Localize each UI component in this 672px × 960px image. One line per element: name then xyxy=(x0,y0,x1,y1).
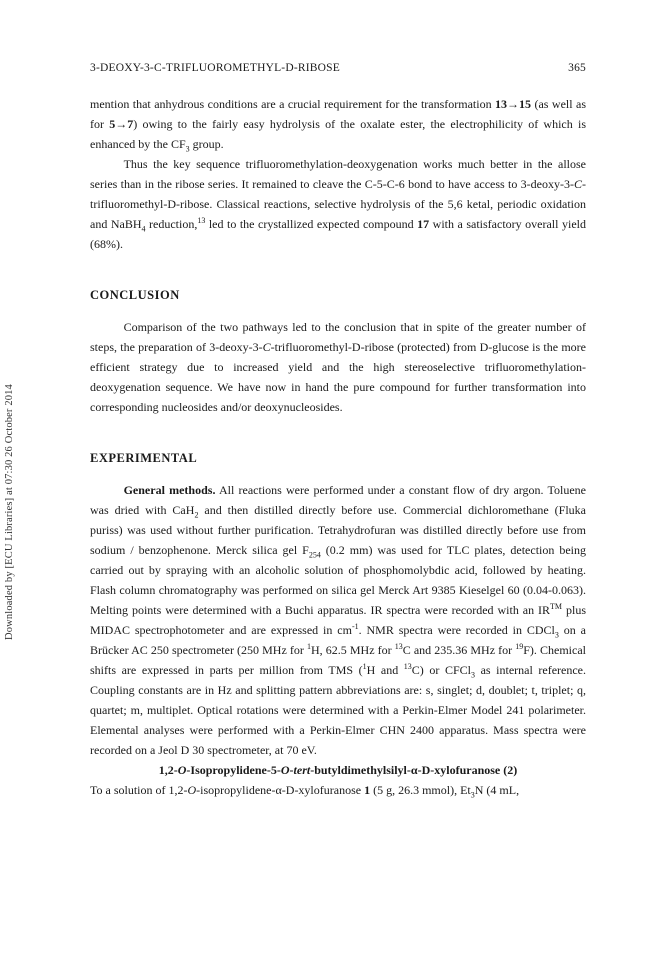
text-run: on a Brücker AC 250 spectrometer (250 MHz for xyxy=(90,623,587,657)
compound-ref: 5→7 xyxy=(109,117,134,131)
subscript: 3 xyxy=(470,790,475,800)
text-run: Thus the key sequence trifluoromethylation-deoxygenation works much better in the allose series than in the ribose series. It remained to cleave the C-5-C-6 bond to have access to 3-deoxy-3- xyxy=(90,157,586,191)
superscript: 13 xyxy=(394,642,403,651)
running-head-title: 3-DEOXY-3-C-TRIFLUOROMETHYL-D-RIBOSE xyxy=(90,62,340,74)
superscript: 13 xyxy=(403,662,412,671)
compound-ref: 1 xyxy=(364,783,371,797)
subscript: 3 xyxy=(185,144,190,154)
text-run: (0.2 mm) was used for TLC plates, detection being carried out by spraying with an alcoholic solution of phosphomolybdic acid, followed by heating. Flash column chromatography was performed on silica gel Merck Art 9385 Kieselgel 60 (0.04-0.063). Melting points were determined with a Buchi apparatus. IR spectra were recorded with an IR xyxy=(90,543,587,617)
subscript: 3 xyxy=(470,670,475,680)
compound-2-title xyxy=(90,760,586,780)
download-watermark xyxy=(4,320,24,640)
running-head xyxy=(90,62,586,74)
text-run: N (4 mL, xyxy=(474,783,520,797)
text-run: All reactions were performed under a constant flow of dry argon. Toluene was dried with CaH xyxy=(90,483,586,517)
text-run: -Isopropylidene-5- xyxy=(186,763,281,777)
superscript: TM xyxy=(550,602,563,611)
italic-run: C xyxy=(262,340,271,354)
italic-run: O xyxy=(177,763,187,777)
text-run: -isopropylidene-α- xyxy=(196,783,286,797)
compound-ref: 17 xyxy=(417,217,430,231)
text-run: (as well as for xyxy=(90,97,586,131)
text-run: C) or CFCl xyxy=(411,663,471,677)
text-run: reduction, xyxy=(145,217,198,231)
text-run: 1,2- xyxy=(158,763,178,777)
superscript: 1 xyxy=(307,642,311,651)
text-run: - xyxy=(289,763,294,777)
text-run: -ribose. Classical reactions, selective hydrolysis of the 5,6 ketal, periodic oxidation and NaBH xyxy=(90,197,586,231)
text-run: -xylofuranose (2) xyxy=(430,763,518,777)
text-run: mention that anhydrous conditions are a crucial requirement for the transformation xyxy=(90,97,496,111)
download-watermark-text: Downloaded by [ECU Libraries] at 07:30 26 October 2014 xyxy=(4,384,15,640)
text-run: -glucose is the more efficient strategy due to increased yield and the high stereoselective trifluoromethylation-deoxygenation sequence. We have now in hand the pure compound for further transformation into corresponding nucleosides and/or deoxynucleosides. xyxy=(90,340,586,414)
text-run: H, 62.5 MHz for xyxy=(311,643,395,657)
paragraph-ribose-series xyxy=(90,154,586,254)
text-run: -ribose (protected) from xyxy=(360,340,480,354)
subscript: 4 xyxy=(141,224,146,234)
compound-ref: 13→15 xyxy=(495,97,532,111)
text-run: To a solution of 1,2- xyxy=(90,783,188,797)
paragraph-continuation xyxy=(90,94,586,154)
experimental-heading: EXPERIMENTAL xyxy=(90,451,198,465)
subscript: 254 xyxy=(308,550,321,560)
text-run: -trifluoromethyl- xyxy=(90,177,586,211)
conclusion-heading: CONCLUSION xyxy=(90,288,180,302)
text-run: -butyldimethylsilyl-α- xyxy=(310,763,422,777)
run-in-heading: General methods. xyxy=(123,483,216,497)
subscript: 2 xyxy=(194,510,199,520)
text-run: -xylofuranose xyxy=(294,783,365,797)
text-run: C and 235.36 MHz for xyxy=(402,643,516,657)
small-caps-run: D xyxy=(285,783,295,797)
superscript: 1 xyxy=(362,662,367,671)
text-run: led to the crystallized expected compound xyxy=(205,217,418,231)
subscript: 3 xyxy=(554,630,559,640)
small-caps-run: D xyxy=(167,197,176,211)
italic-run: O xyxy=(280,763,290,777)
text-run: F). Chemical shifts are expressed in parts per million from TMS ( xyxy=(90,643,586,677)
small-caps-run: D xyxy=(351,340,361,354)
reference-superscript: 13 xyxy=(197,216,206,225)
italic-run: O xyxy=(187,783,197,797)
text-run: -trifluoromethyl- xyxy=(270,340,352,354)
text-run: with a satisfactory overall yield (68%). xyxy=(90,217,586,251)
superscript: -1 xyxy=(351,622,359,631)
page-body xyxy=(90,62,586,800)
small-caps-run: D xyxy=(421,763,431,777)
superscript: 19 xyxy=(515,642,524,651)
small-caps-run: D xyxy=(479,340,489,354)
text-run: ) owing to the fairly easy hydrolysis of the oxalate ester, the electrophilicity of which is enhanced by the CF xyxy=(90,117,586,151)
text-run: as internal reference. Coupling constants are in Hz and splitting pattern abbreviations are: s, singlet; d, doublet; t, triplet; q, quartet; m, multiplet. Optical rotations were determined with a Perkin-Elmer Model 241 polarimeter. Elemental analyses were performed with a Perkin-Elmer CHN 2400 apparatus. Mass spectra were recorded on a Jeol D 30 spectrometer, at 70 eV. xyxy=(90,663,586,757)
text-run: (5 g, 26.3 mmol), Et xyxy=(370,783,471,797)
compound-2-procedure xyxy=(90,780,586,800)
italic-run: C xyxy=(573,177,582,191)
text-run: group. xyxy=(189,137,224,151)
conclusion-paragraph xyxy=(90,317,586,417)
text-run: Comparison of the two pathways led to the conclusion that in spite of the greater number of steps, the preparation of 3-deoxy-3- xyxy=(90,320,586,354)
page-number: 365 xyxy=(568,62,586,74)
general-methods-paragraph xyxy=(90,480,586,760)
italic-run: tert xyxy=(293,763,311,777)
text-run: H and xyxy=(366,663,404,677)
text-run: plus MIDAC spectrophotometer and are expressed in cm xyxy=(90,603,586,637)
text-run: . NMR spectra were recorded in CDCl xyxy=(358,623,555,637)
text-run: and then distilled directly before use. Commercial dichloromethane (Fluka puriss) was used without further purification. Tetrahydrofuran was distilled directly before use from sodium / benzophenone. Merck silica gel F xyxy=(90,503,586,557)
